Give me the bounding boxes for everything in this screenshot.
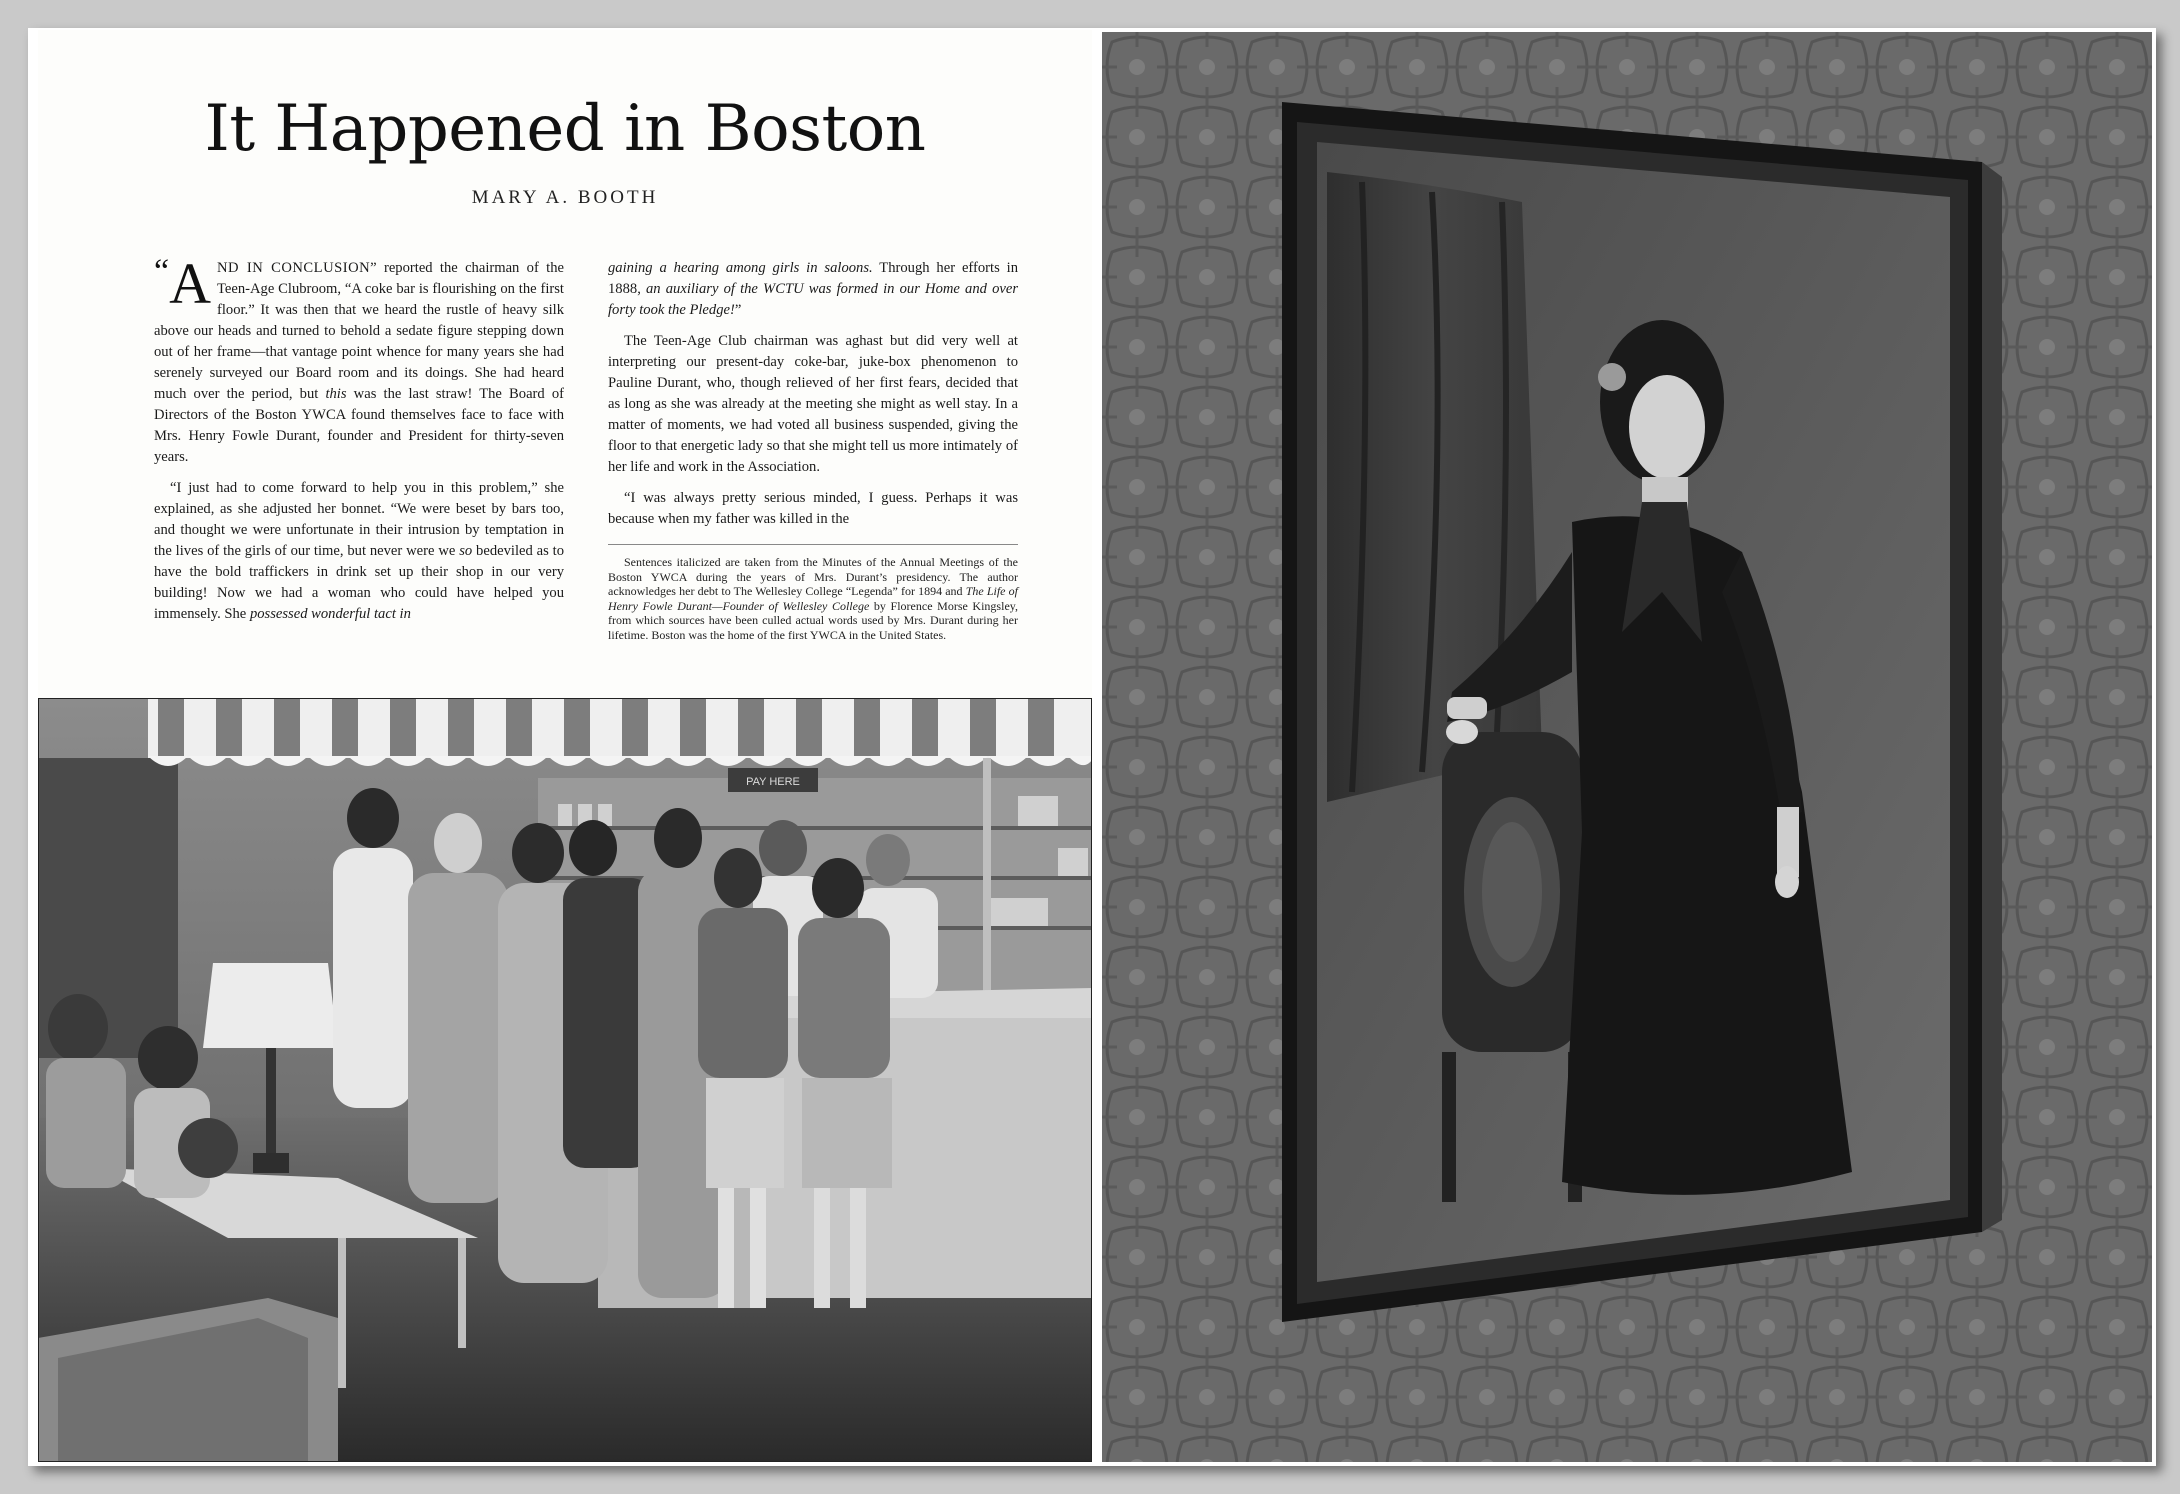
paragraph-serious: “I was always pretty serious minded, I guess. Perhaps it was because when my father was killed in the: [608, 490, 1018, 527]
paragraph-chairman: The Teen-Age Club chairman was aghast but did very well at interpreting our present-day coke-bar, juke-box phenomenon to Pauline Durant, who, though relieved of her first fears, decided that as long as she was already at the meeting she might as well stay. In a matter of moments, we had voted all business suspended, giving the floor to that energetic lady so that she might tell us more intimately of her life and work in the Association.: [608, 333, 1018, 475]
photo-coke-bar: [38, 698, 1092, 1462]
paragraph-opening: “A ND IN CONCLUSION” reported the chairman of the Teen-Age Clubroom, “A coke bar is flourishing on the first floor.” It was then that we heard the rustle of heavy silk above our heads and turned to behold a sedate figure stepping down out of her frame—that vantage point whence for many years she had serenely surveyed our Board room and its doings. She had heard much over the period, but this was the last straw! The Board of Directors of the Boston YWCA found themselves face to face with Mrs. Henry Fowle Durant, founder and President for thirty-seven years.: [154, 251, 565, 465]
drop-cap: “A: [154, 251, 211, 316]
right-page: [1102, 32, 2152, 1462]
text-column-right: [608, 258, 1018, 652]
striped-awning: [148, 698, 1092, 766]
page-gutter: [1094, 28, 1102, 1466]
footnote-divider: [608, 544, 1018, 545]
article-title: It Happened in Boston: [204, 92, 926, 166]
paragraph-bonnet: “I just had to come forward to help you in this problem,” she explained, as she adjusted her bonnet. “We were beset by bars too, and thought we were unfortunate in their intrusion by temptation in the lives of the girls of our time, but never were we so bedeviled as to have the bold traffickers in drink set up their shop in our very building! Now we had a woman who could have helped you immensely. She possessed wonderful tact in: [154, 480, 564, 622]
paragraph-continued: gaining a hearing among girls in saloons. Through her efforts in 1888, an auxiliary of the WCTU was formed in our Home and over forty took the Pledge!”: [608, 260, 1019, 318]
footnote: Sentences italicized are taken from the Minutes of the Annual Meetings of the Boston YWCA during the years of Mrs. Durant’s presidency. The author acknowledges her debt to The Wellesley College “Legenda” for 1894 and The Life of Henry Fowle Durant—Founder of Wellesley College by Florence Morse Kingsley, from which sources have been culled actual words used by Mrs. Durant during her lifetime. Boston was the home of the first YWCA in the United States.: [608, 555, 1018, 642]
left-page: [38, 30, 1092, 1462]
magazine-spread: [28, 28, 2156, 1466]
photo-portrait-of-mrs-durant: [1102, 32, 2152, 1462]
pay-sign: PAY HERE: [746, 776, 800, 788]
article-byline: MARY A. BOOTH: [471, 187, 659, 208]
text-column-left: [154, 251, 565, 635]
